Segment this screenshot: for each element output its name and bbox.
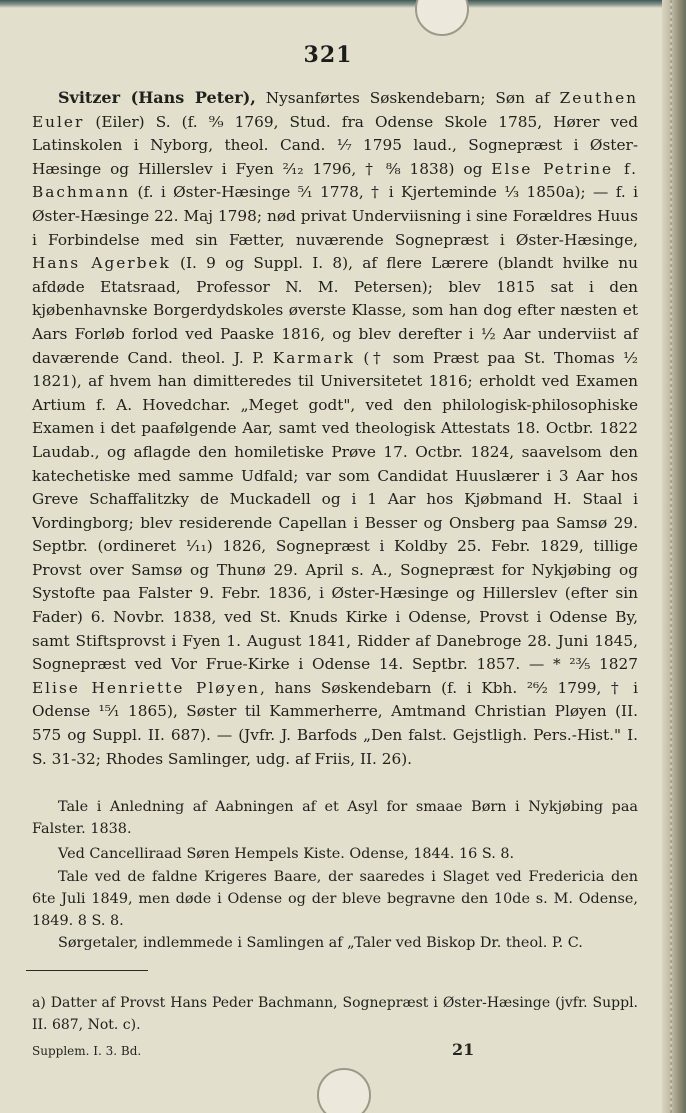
entry-text-3: (f. i Øster-Hæsinge ⁵⁄₁ 1778, † i Kjerteminde ¹⁄₃ 1850a); — f. i Øster-Hæsinge 22. Maj 1798; nød privat Underviisning i sine Forældres Huus i Forbindelse med sin Fætter, nuværende Sognepræst i Øster-Hæsinge, [32,183,638,249]
work-item: Sørgetaler, indlemmede i Samlingen af „Taler ved Biskop Dr. theol. P. C. [58,935,583,951]
entry-cousin: Hans Agerbek [32,254,171,273]
biography-entry [32,86,638,771]
footnote-divider [26,970,148,971]
entry-text-2: (Eiler) S. (f. ⁹⁄₉ 1769, Stud. fra Odense Skole 1785, Hører ved Latinskolen i Nyborg, theol. Cand. ¹⁄₇ 1795 laud., Sognepræst i Øster-Hæsinge og Hillerslev i Fyen ²⁄₁₂ 1796, † ⁸⁄₈ 1838) og [32,112,638,178]
entry-father: Zeuthen Euler [32,89,638,131]
entry-text-4: (I. 9 og Suppl. I. 8), af flere Lærere (blandt hvilke nu afdøde Etatsraad, Professor N. M. Petersen); blev 1815 sat i den kjøbenhavnske Borgerdydskoles øverste Klasse, som han dog efter næsten et Aars Forløb forlod ved Paaske 1816, og blev derefter i ½ Aar underviist af daværende Cand. theol. J. P. [32,254,638,367]
work-item: Ved Cancelliraad Søren Hempels Kiste. Odense, 1844. 16 S. 8. [58,846,515,862]
entry-wife: Elise Henriette Pløyen [32,678,260,697]
work-item: Tale ved de faldne Krigeres Baare, der saaredes i Slaget ved Fredericia den 6te Juli 1849, men døde i Odense og der bleve begravne den 10de s. M. Odense, 1849. 8 S. 8. [32,869,638,929]
footnote: a) Datter af Provst Hans Peder Bachmann, Sognepræst i Øster-Hæsinge (jvfr. Suppl. II. 687, Not. c). [32,995,638,1033]
top-shadow [0,0,686,8]
binder-ring-top [415,0,469,36]
printer-signature: Supplem. I. 3. Bd. [32,1044,142,1058]
entry-teacher: Karmark [272,348,355,367]
sheet-number: 21 [452,1040,475,1059]
binder-ring-bottom [317,1068,371,1113]
page-number: 321 [303,42,353,68]
book-spine-edge [662,0,686,1113]
work-item: Tale i Anledning af Aabningen af et Asyl for smaae Børn i Nykjøbing paa Falster. 1838. [32,799,638,837]
entry-text-6: , hans Søskendebarn (f. i Kbh. ²⁶⁄₂ 1799, † i Odense ¹⁵⁄₁ 1865), Søster til Kammerherre, Amtmand Christian Pløyen (II. 575 og Suppl. II. 687). — (Jvfr. J. Barfods „Den falst. Gejstligh. Pers.-Hist." I. S. 31-32; Rhodes Samlinger, udg. af Friis, II. 26). [32,678,638,768]
entry-text-5: († som Præst paa St. Thomas ¹⁄₂ 1821), af hvem han dimitteredes til Universitetet 1816; erholdt ved Examen Artium f. A. Hovedchar. „Meget godt", ved den philologisk-philosophiske Examen i det paafølgende Aar, samt ved theologisk Attestats 18. Octbr. 1822 Laudab., og aflagde den homiletiske Prøve 17. Octbr. 1824, saavelsom den katechetiske med samme Udfald; var som Candidat Huuslærer i 3 Aar hos Greve Schaffalitzky de Muckadell og i 1 Aar hos Kjøbmand H. Staal i Vordingborg; blev residerende Capellan i Besser og Onsberg paa Samsø 29. Septbr. (ordineret ¹⁄₁₁) 1826, Sognepræst i Koldby 25. Febr. 1829, tillige Provst over Samsø og Thunø 29. April s. A., Sognepræst for Nykjøbing og Systofte paa Falster 9. Febr. 1836, i Øster-Hæsinge og Hillerslev (efter sin Fader) 6. Novbr. 1838, ved St. Knuds Kirke i Odense, Provst i Odense By, samt Stiftsprovst i Fyen 1. August 1841, Ridder af Danebroge 28. Juni 1845, Sognepræst ved Vor Frue-Kirke i Odense 14. Septbr. 1857. — * ²³⁄₅ 1827 [32,348,639,674]
entry-mother: Else Petrine f. Bachmann [32,159,638,202]
entry-name: Svitzer (Hans Peter), [58,88,256,107]
entry-text-1: Nysanførtes Søskendebarn; Søn af [255,89,560,107]
